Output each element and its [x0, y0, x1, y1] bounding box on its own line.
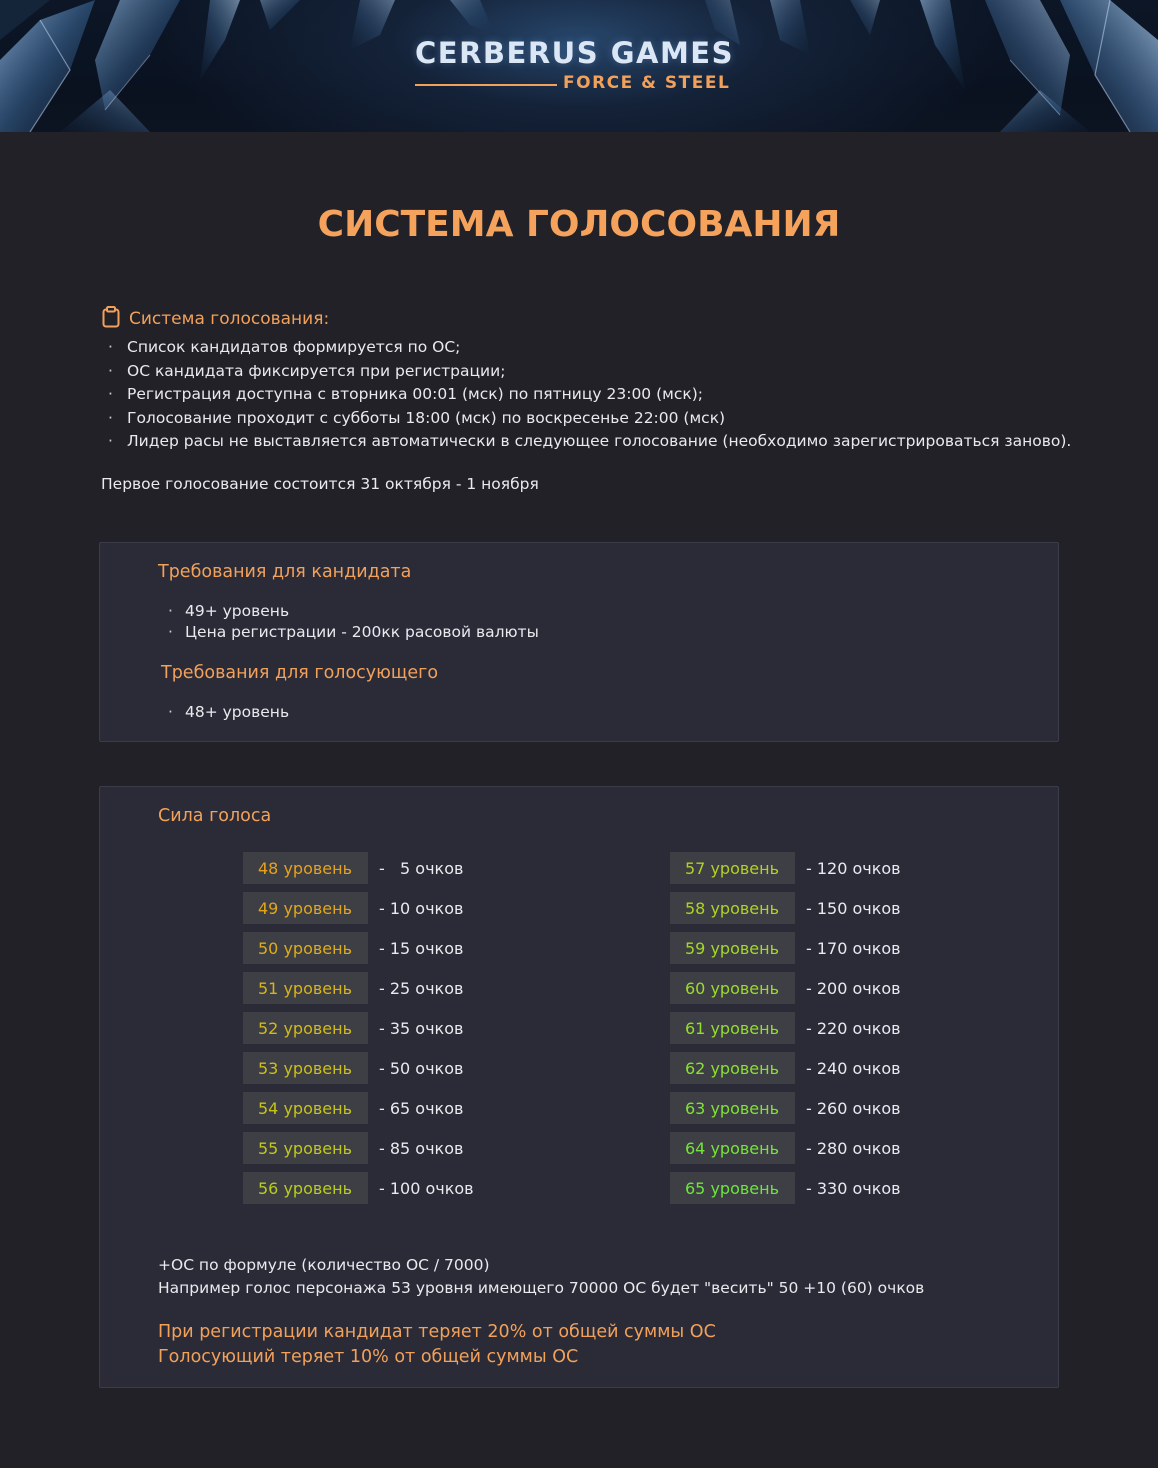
candidate-loss: При регистрации кандидат теряет 20% от общей суммы ОС — [158, 1322, 716, 1342]
formula-line: +ОС по формуле (количество ОС / 7000) — [158, 1256, 490, 1274]
level-row — [670, 1092, 901, 1124]
brand-subtitle: FORCE & STEEL — [563, 73, 731, 93]
level-row — [243, 892, 474, 924]
level-points: - 220 очков — [806, 1018, 901, 1038]
list-item: · 48+ уровень — [168, 703, 290, 721]
level-points: - 65 очков — [379, 1098, 464, 1118]
level-badge: 63 уровень — [670, 1092, 795, 1124]
page-title: СИСТЕМА ГОЛОСОВАНИЯ — [317, 204, 841, 245]
level-points: - 200 очков — [806, 978, 901, 998]
level-points: - 100 очков — [379, 1178, 474, 1198]
level-badge: 54 уровень — [243, 1092, 368, 1124]
level-row — [243, 972, 474, 1004]
intro-heading — [101, 307, 329, 331]
level-points: - 50 очков — [379, 1058, 464, 1078]
list-item: · Лидер расы не выставляется автоматически в следующее голосование (необходимо зарегистрироваться заново). — [108, 432, 1072, 450]
level-row — [670, 852, 901, 884]
voter-requirements-list — [168, 702, 289, 723]
level-points: - 15 очков — [379, 938, 464, 958]
level-row — [243, 1012, 474, 1044]
level-badge: 55 уровень — [243, 1132, 368, 1164]
brand-title: CERBERUS GAMES — [415, 36, 735, 70]
loss-note — [158, 1320, 716, 1370]
level-points: - 25 очков — [379, 978, 464, 998]
level-badge: 61 уровень — [670, 1012, 795, 1044]
list-item: · Цена регистрации - 200кк расовой валюты — [168, 623, 539, 641]
level-points: - 150 очков — [806, 898, 901, 918]
clipboard-icon — [101, 306, 121, 333]
level-row — [670, 972, 901, 1004]
header-banner — [0, 0, 1158, 132]
vote-power-left-column — [243, 852, 474, 1212]
list-item: · Регистрация доступна с вторника 00:01 (мск) по пятницу 23:00 (мск); — [108, 385, 703, 403]
level-points: - 240 очков — [806, 1058, 901, 1078]
level-badge: 52 уровень — [243, 1012, 368, 1044]
level-row — [670, 1172, 901, 1204]
voter-loss: Голосующий теряет 10% от общей суммы ОС — [158, 1347, 579, 1367]
level-badge: 51 уровень — [243, 972, 368, 1004]
level-points: - 260 очков — [806, 1098, 901, 1118]
level-row — [243, 932, 474, 964]
voter-requirements-heading: Требования для голосующего — [161, 663, 439, 683]
list-item: · 49+ уровень — [168, 602, 290, 620]
level-badge: 48 уровень — [243, 852, 368, 884]
level-badge: 50 уровень — [243, 932, 368, 964]
level-points: - 170 очков — [806, 938, 901, 958]
level-row — [243, 1052, 474, 1084]
level-row — [670, 1132, 901, 1164]
level-points: - 120 очков — [806, 858, 901, 878]
candidate-requirements-list — [168, 601, 539, 643]
first-vote-date: Первое голосование состоится 31 октября - 1 ноября — [101, 475, 539, 493]
list-item: · ОС кандидата фиксируется при регистрации; — [108, 361, 506, 380]
level-points: - 35 очков — [379, 1018, 464, 1038]
level-row — [670, 892, 901, 924]
level-points: - 5 очков — [379, 858, 464, 878]
level-badge: 56 уровень — [243, 1172, 368, 1204]
level-badge: 57 уровень — [670, 852, 795, 884]
intro-heading-label: Система голосования: — [129, 309, 330, 329]
level-badge: 58 уровень — [670, 892, 795, 924]
level-row — [243, 1092, 474, 1124]
level-points: - 330 очков — [806, 1178, 901, 1198]
level-badge: 65 уровень — [670, 1172, 795, 1204]
intro-list — [108, 336, 1071, 454]
level-row — [670, 932, 901, 964]
level-points: - 280 очков — [806, 1138, 901, 1158]
level-badge: 64 уровень — [670, 1132, 795, 1164]
level-badge: 60 уровень — [670, 972, 795, 1004]
brand-divider — [415, 84, 557, 86]
level-row — [243, 1172, 474, 1204]
level-row — [243, 1132, 474, 1164]
level-row — [670, 1012, 901, 1044]
level-points: - 85 очков — [379, 1138, 464, 1158]
level-points: - 10 очков — [379, 898, 464, 918]
list-item: · Список кандидатов формируется по ОС; — [108, 338, 461, 356]
level-row — [670, 1052, 901, 1084]
formula-example: Например голос персонажа 53 уровня имеющего 70000 ОС будет "весить" 50 +10 (60) очков — [158, 1279, 925, 1297]
level-badge: 49 уровень — [243, 892, 368, 924]
level-badge: 59 уровень — [670, 932, 795, 964]
level-row — [243, 852, 474, 884]
vote-power-heading: Сила голоса — [158, 806, 272, 826]
list-item: · Голосование проходит с субботы 18:00 (мск) по воскресенье 22:00 (мск) — [108, 408, 726, 427]
formula-note — [158, 1254, 924, 1300]
candidate-requirements-heading: Требования для кандидата — [158, 562, 412, 582]
vote-power-right-column — [670, 852, 901, 1212]
level-badge: 53 уровень — [243, 1052, 368, 1084]
level-badge: 62 уровень — [670, 1052, 795, 1084]
